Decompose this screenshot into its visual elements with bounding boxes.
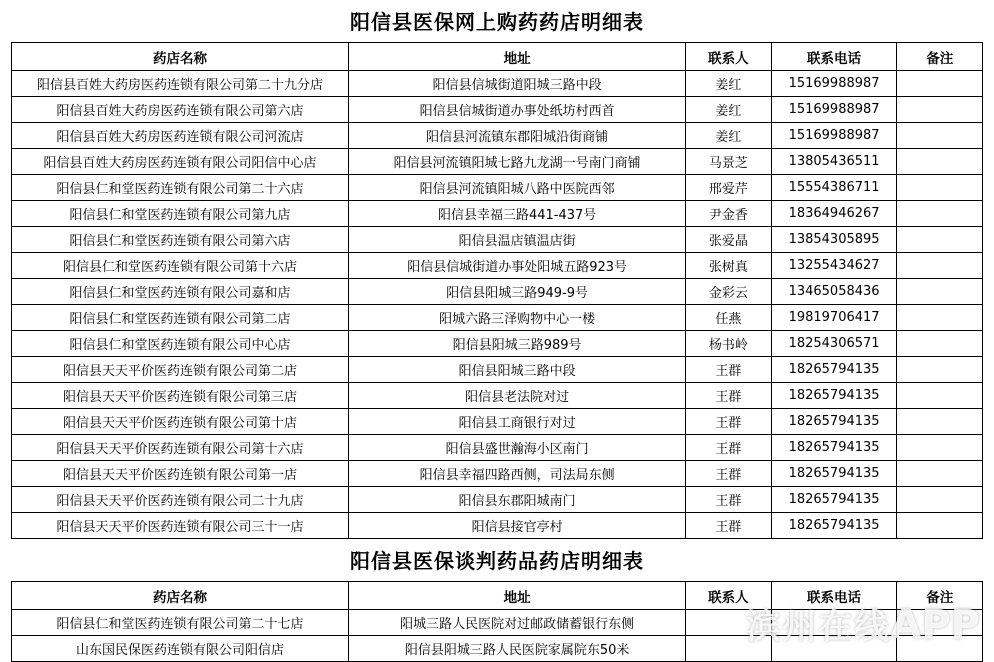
cell-note	[897, 227, 983, 253]
cell-pharmacy-name: 阳信县仁和堂医药连锁有限公司第六店	[12, 227, 349, 253]
cell-note	[897, 409, 983, 435]
cell-address: 阳信县幸福四路西侧，司法局东侧	[349, 461, 686, 487]
cell-phone	[771, 610, 897, 636]
watermark-app-text: APP	[890, 602, 980, 648]
cell-note	[897, 461, 983, 487]
cell-note	[897, 435, 983, 461]
table-row	[12, 331, 983, 357]
cell-address: 阳信县幸福三路441-437号	[349, 201, 686, 227]
cell-contact: 尹金香	[686, 201, 772, 227]
cell-pharmacy-name: 阳信县天天平价医药连锁有限公司三十一店	[12, 513, 349, 539]
pharmacy-negotiated-drugs-table	[11, 581, 983, 662]
cell-phone: 18265794135	[771, 435, 897, 461]
cell-contact: 张树真	[686, 253, 772, 279]
cell-note	[897, 610, 983, 636]
cell-pharmacy-name: 阳信县仁和堂医药连锁有限公司第二十七店	[12, 610, 349, 636]
table-row	[12, 279, 983, 305]
cell-phone: 18265794135	[771, 461, 897, 487]
column-header-address: 地址	[349, 582, 686, 610]
cell-contact: 张爱晶	[686, 227, 772, 253]
cell-address: 阳信县温店镇温店街	[349, 227, 686, 253]
table-row	[12, 305, 983, 331]
cell-contact: 金彩云	[686, 279, 772, 305]
page-title-2: 阳信县医保谈判药品药店明细表	[350, 549, 644, 573]
cell-contact: 马景芝	[686, 149, 772, 175]
cell-address: 阳信县信城街道办事处阳城五路923号	[349, 253, 686, 279]
cell-pharmacy-name: 阳信县百姓大药房医药连锁有限公司第二十九分店	[12, 71, 349, 97]
table-row	[12, 227, 983, 253]
table-row	[12, 71, 983, 97]
cell-contact: 邢爱芹	[686, 175, 772, 201]
pharmacy-online-table	[11, 42, 983, 539]
cell-address: 阳信县接官亭村	[349, 513, 686, 539]
cell-pharmacy-name: 阳信县百姓大药房医药连锁有限公司第六店	[12, 97, 349, 123]
cell-phone: 15169988987	[771, 97, 897, 123]
cell-address: 阳信县老法院对过	[349, 383, 686, 409]
table-row	[12, 383, 983, 409]
cell-note	[897, 123, 983, 149]
table-row	[12, 201, 983, 227]
column-header-note: 备注	[897, 582, 983, 610]
table-row	[12, 97, 983, 123]
table-row	[12, 610, 983, 636]
cell-phone: 18265794135	[771, 487, 897, 513]
cell-note	[897, 97, 983, 123]
table-row	[12, 513, 983, 539]
cell-contact: 王群	[686, 383, 772, 409]
cell-pharmacy-name: 阳信县仁和堂医药连锁有限公司第十六店	[12, 253, 349, 279]
cell-pharmacy-name: 阳信县天天平价医药连锁有限公司第三店	[12, 383, 349, 409]
cell-phone: 15169988987	[771, 123, 897, 149]
table-row	[12, 409, 983, 435]
cell-pharmacy-name: 阳信县天天平价医药连锁有限公司二十九店	[12, 487, 349, 513]
cell-address: 阳信县河流镇东郡阳城沿街商铺	[349, 123, 686, 149]
cell-contact: 杨书岭	[686, 331, 772, 357]
cell-phone: 13465058436	[771, 279, 897, 305]
cell-note	[897, 253, 983, 279]
cell-address: 阳信县阳城三路949-9号	[349, 279, 686, 305]
table-row	[12, 461, 983, 487]
cell-note	[897, 513, 983, 539]
cell-note	[897, 305, 983, 331]
cell-phone: 18265794135	[771, 357, 897, 383]
cell-address: 阳信县河流镇阳城七路九龙湖一号南门商铺	[349, 149, 686, 175]
column-header-note: 备注	[897, 43, 983, 71]
cell-pharmacy-name: 阳信县百姓大药房医药连锁有限公司阳信中心店	[12, 149, 349, 175]
cell-pharmacy-name: 阳信县天天平价医药连锁有限公司第十店	[12, 409, 349, 435]
cell-contact: 姜红	[686, 71, 772, 97]
table-row	[12, 435, 983, 461]
table-row	[12, 123, 983, 149]
cell-phone: 15554386711	[771, 175, 897, 201]
watermark-text: 滨州在线	[746, 607, 891, 647]
table-row	[12, 357, 983, 383]
cell-pharmacy-name: 阳信县天天平价医药连锁有限公司第十六店	[12, 435, 349, 461]
column-header-phone: 联系电话	[771, 43, 897, 71]
cell-pharmacy-name: 阳信县仁和堂医药连锁有限公司嘉和店	[12, 279, 349, 305]
cell-pharmacy-name: 阳信县天天平价医药连锁有限公司第一店	[12, 461, 349, 487]
cell-address: 阳信县河流镇阳城八路中医院西邻	[349, 175, 686, 201]
cell-contact	[686, 610, 772, 636]
table-row	[12, 253, 983, 279]
cell-address: 阳信县工商银行对过	[349, 409, 686, 435]
table-row	[12, 487, 983, 513]
cell-contact	[686, 636, 772, 662]
cell-contact: 王群	[686, 487, 772, 513]
cell-contact: 王群	[686, 513, 772, 539]
cell-phone: 18265794135	[771, 409, 897, 435]
page-title-1: 阳信县医保网上购药药店明细表	[350, 10, 644, 34]
cell-phone: 18265794135	[771, 513, 897, 539]
cell-note	[897, 383, 983, 409]
cell-note	[897, 357, 983, 383]
cell-contact: 姜红	[686, 97, 772, 123]
cell-address: 阳城三路人民医院对过邮政储蓄银行东侧	[349, 610, 686, 636]
cell-address: 阳信县阳城三路人民医院家属院东50米	[349, 636, 686, 662]
cell-contact: 王群	[686, 435, 772, 461]
cell-note	[897, 279, 983, 305]
cell-contact: 王群	[686, 357, 772, 383]
cell-address: 阳信县东郡阳城南门	[349, 487, 686, 513]
cell-address: 阳信县信城街道办事处纸坊村西首	[349, 97, 686, 123]
cell-note	[897, 331, 983, 357]
column-header-pharmacy-name: 药店名称	[12, 43, 349, 71]
cell-address: 阳信县盛世瀚海小区南门	[349, 435, 686, 461]
cell-note	[897, 636, 983, 662]
table-row	[12, 175, 983, 201]
cell-contact: 王群	[686, 461, 772, 487]
cell-pharmacy-name: 山东国民保医药连锁有限公司阳信店	[12, 636, 349, 662]
table-header-row	[12, 582, 983, 610]
cell-phone: 19819706417	[771, 305, 897, 331]
cell-note	[897, 71, 983, 97]
cell-note	[897, 487, 983, 513]
cell-address: 阳信县信城街道阳城三路中段	[349, 71, 686, 97]
cell-address: 阳信县阳城三路中段	[349, 357, 686, 383]
cell-phone: 15169988987	[771, 71, 897, 97]
column-header-contact: 联系人	[686, 43, 772, 71]
cell-note	[897, 201, 983, 227]
cell-pharmacy-name: 阳信县仁和堂医药连锁有限公司中心店	[12, 331, 349, 357]
cell-phone: 18265794135	[771, 383, 897, 409]
cell-pharmacy-name: 阳信县百姓大药房医药连锁有限公司河流店	[12, 123, 349, 149]
column-header-address: 地址	[349, 43, 686, 71]
column-header-contact: 联系人	[686, 582, 772, 610]
table-header-row	[12, 43, 983, 71]
cell-pharmacy-name: 阳信县仁和堂医药连锁有限公司第九店	[12, 201, 349, 227]
cell-phone: 13854305895	[771, 227, 897, 253]
cell-phone: 18254306571	[771, 331, 897, 357]
table-row	[12, 636, 983, 662]
cell-phone	[771, 636, 897, 662]
table-row	[12, 149, 983, 175]
cell-note	[897, 175, 983, 201]
cell-pharmacy-name: 阳信县天天平价医药连锁有限公司第二店	[12, 357, 349, 383]
cell-pharmacy-name: 阳信县仁和堂医药连锁有限公司第二店	[12, 305, 349, 331]
cell-address: 阳城六路三泽购物中心一楼	[349, 305, 686, 331]
cell-contact: 姜红	[686, 123, 772, 149]
cell-address: 阳信县阳城三路989号	[349, 331, 686, 357]
column-header-pharmacy-name: 药店名称	[12, 582, 349, 610]
cell-phone: 18364946267	[771, 201, 897, 227]
cell-contact: 任燕	[686, 305, 772, 331]
cell-pharmacy-name: 阳信县仁和堂医药连锁有限公司第二十六店	[12, 175, 349, 201]
cell-phone: 13805436511	[771, 149, 897, 175]
cell-contact: 王群	[686, 409, 772, 435]
cell-phone: 13255434627	[771, 253, 897, 279]
cell-note	[897, 149, 983, 175]
column-header-phone: 联系电话	[771, 582, 897, 610]
